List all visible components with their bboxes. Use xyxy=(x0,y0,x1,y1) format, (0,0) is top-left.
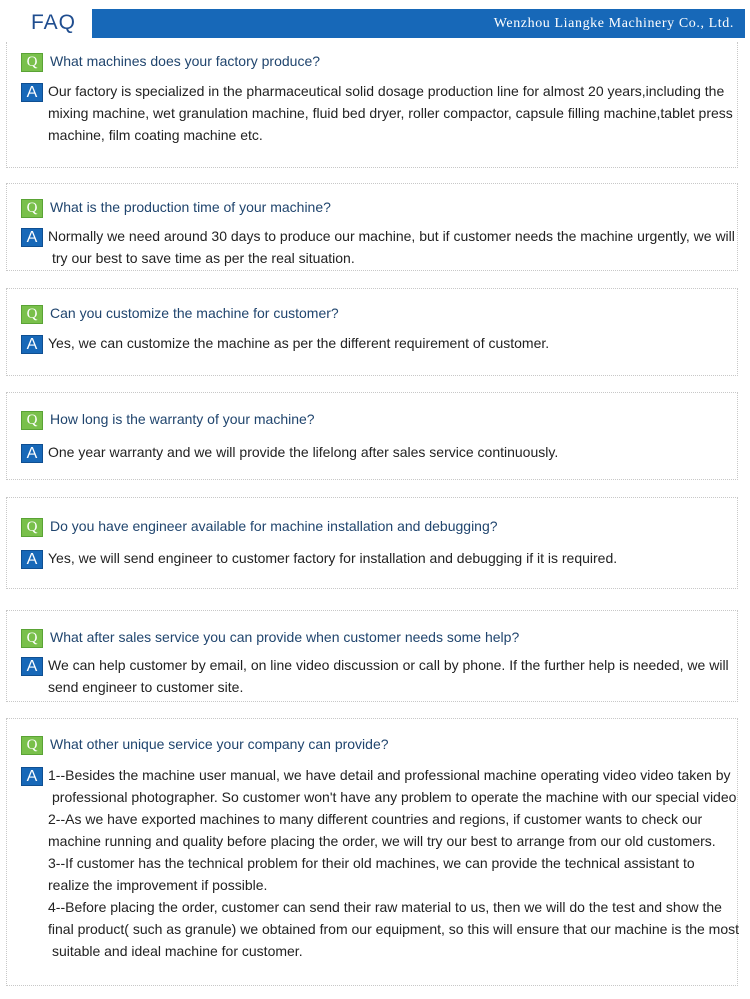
answer-line: Normally we need around 30 days to produce our machine, but if customer needs the machine urgently, we will xyxy=(48,228,735,244)
answer-line: realize the improvement if possible. xyxy=(48,877,268,893)
faq-item xyxy=(6,718,738,986)
answer-line: try our best to save time as per the real situation. xyxy=(52,250,355,266)
answer-badge: A xyxy=(21,83,43,102)
answer-badge: A xyxy=(21,657,43,676)
answer-line: 2--As we have exported machines to many different countries and regions, if customer wants to check our xyxy=(48,811,703,827)
answer-text xyxy=(48,80,733,146)
question-badge: Q xyxy=(21,518,43,537)
answer-text xyxy=(48,654,729,698)
answer-badge: A xyxy=(21,444,43,463)
answer-row xyxy=(21,228,733,269)
answer-row xyxy=(21,335,733,354)
question-badge: Q xyxy=(21,53,43,72)
question-row xyxy=(21,518,733,537)
question-badge: Q xyxy=(21,305,43,324)
question-badge: Q xyxy=(21,736,43,755)
question-row xyxy=(21,199,733,218)
answer-badge: A xyxy=(21,335,43,354)
answer-line: final product( such as granule) we obtained from our equipment, so this will ensure that our machine is the most xyxy=(48,921,740,937)
answer-badge: A xyxy=(21,228,43,247)
faq-item xyxy=(6,288,738,376)
question-row xyxy=(21,629,733,648)
question-text: Can you customize the machine for customer? xyxy=(50,305,339,321)
question-row xyxy=(21,736,733,755)
answer-line: machine, film coating machine etc. xyxy=(48,127,263,143)
answer-text xyxy=(48,225,735,269)
answer-line: mixing machine, wet granulation machine, fluid bed dryer, roller compactor, capsule filling machine,tablet press xyxy=(48,105,733,121)
question-text: What after sales service you can provide when customer needs some help? xyxy=(50,629,520,645)
answer-text xyxy=(48,332,549,354)
answer-badge: A xyxy=(21,767,43,786)
question-text: What is the production time of your machine? xyxy=(50,199,331,215)
faq-item xyxy=(6,183,738,271)
question-text: What other unique service your company can provide? xyxy=(50,736,389,752)
question-badge: Q xyxy=(21,411,43,430)
answer-row xyxy=(21,767,740,962)
answer-line: 1--Besides the machine user manual, we have detail and professional machine operating video video taken by xyxy=(48,767,731,783)
question-badge: Q xyxy=(21,199,43,218)
question-row xyxy=(21,305,733,324)
question-row xyxy=(21,53,733,72)
answer-text xyxy=(48,547,617,569)
faq-item xyxy=(6,392,738,480)
question-text: How long is the warranty of your machine? xyxy=(50,411,315,427)
question-text: What machines does your factory produce? xyxy=(50,53,321,69)
answer-line: Yes, we can customize the machine as per the different requirement of customer. xyxy=(48,335,550,351)
answer-line: 4--Before placing the order, customer can send their raw material to us, then we will do the test and show the xyxy=(48,899,722,915)
answer-line: We can help customer by email, on line video discussion or call by phone. If the further help is needed, we will xyxy=(48,657,729,673)
company-name: Wenzhou Liangke Machinery Co., Ltd. xyxy=(493,16,734,31)
question-text: Do you have engineer available for machine installation and debugging? xyxy=(50,518,498,534)
answer-line: Yes, we will send engineer to customer factory for installation and debugging if it is required. xyxy=(48,550,618,566)
answer-text xyxy=(48,441,558,463)
answer-row xyxy=(21,550,733,569)
answer-badge: A xyxy=(21,550,43,569)
question-row xyxy=(21,411,733,430)
answer-line: suitable and ideal machine for customer. xyxy=(52,943,303,959)
faq-header xyxy=(0,9,750,38)
question-badge: Q xyxy=(21,629,43,648)
answer-row xyxy=(21,657,733,698)
answer-line: One year warranty and we will provide the lifelong after sales service continuously. xyxy=(48,444,559,460)
answer-line: 3--If customer has the technical problem for their old machines, we can provide the technical assistant to xyxy=(48,855,695,871)
answer-line: professional photographer. So customer won't have any problem to operate the machine with our special video xyxy=(52,789,737,805)
faq-item xyxy=(6,610,738,702)
answer-line: Our factory is specialized in the pharmaceutical solid dosage production line for almost 20 years,including the xyxy=(48,83,725,99)
answer-row xyxy=(21,444,733,463)
answer-row xyxy=(21,83,733,146)
answer-line: send engineer to customer site. xyxy=(48,679,244,695)
answer-line: machine running and quality before placing the order, we will try our best to arrange from our old customers. xyxy=(48,833,716,849)
answer-text xyxy=(48,764,739,962)
faq-item xyxy=(6,42,738,168)
faq-item xyxy=(6,497,738,589)
faq-title: FAQ xyxy=(31,11,77,34)
